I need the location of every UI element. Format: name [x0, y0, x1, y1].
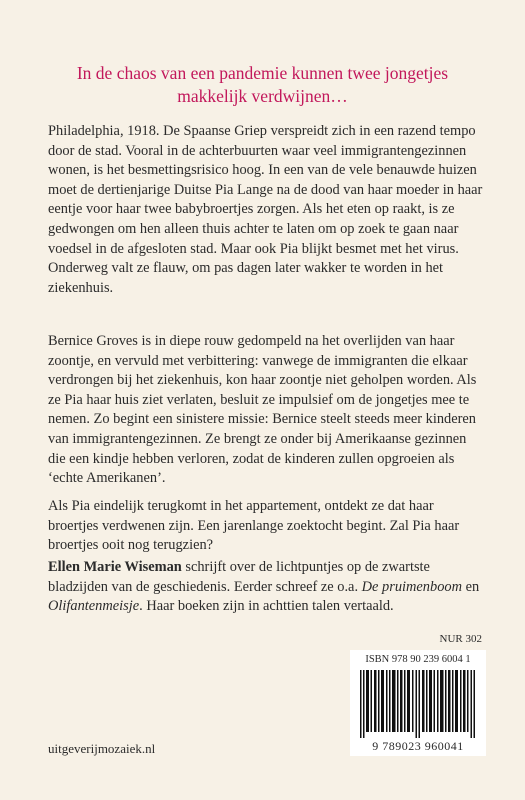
- paragraph-3: [48, 497, 483, 556]
- author-bio-part-1: schrijft over de lichtpuntjes op de zwartste bladzijden van de geschiedenis. Eerder schreef ze o.a.: [48, 559, 430, 595]
- paragraph-1-text: Philadelphia, 1918. De Spaanse Griep verspreidt zich in een razend tempo door de stad. Vooral in de achterbuurten waar veel immigrantengezinnen wonen, is het besmettingsrisico hoog. In een van de vele benauwde huizen moet de dertienjarige Duitse Pia Lange na de dood van haar moeder in haar eentje voor haar twee babybroertjes zorgen. Als het eten op raakt, is ze gedwongen om hen alleen thuis achter te laten om op zoek te gaan naar voedsel in de afgesloten stad. Maar ook Pia blijkt besmet met het virus. Onderweg valt ze flauw, om pas dagen later wakker te worden in het ziekenhuis.: [48, 123, 483, 296]
- tagline-line-1: In de chaos van een pandemie kunnen twee jongetjes: [76, 63, 449, 83]
- paragraph-2-text: Bernice Groves is in diepe rouw gedompeld na het overlijden van haar zoontje, en vervuld met verbittering: vanwege de immigranten die elkaar verdrongen bij het ziekenhuis, kon haar zoontje niet geholpen worden. Als ze Pia haar huis ziet verlaten, besluit ze impulsief om de jongetjes mee te nemen. Zo begint een sinistere missie: Bernice steelt steeds meer kinderen van immigrantengezinnen. Ze brengt ze onder bij Amerikaanse gezinnen die een kindje hebben verloren, zodat de kinderen zullen opgroeien als ‘echte Amerikanen’.: [48, 333, 477, 487]
- nur-code: NUR 302: [439, 633, 482, 645]
- author-name: Ellen Marie Wiseman: [48, 559, 182, 575]
- tagline-line-2: makkelijk verdwijnen…: [177, 86, 348, 106]
- paragraph-2: [48, 332, 483, 489]
- barcode-digits: 9 789023 960041: [372, 739, 464, 753]
- book-title-1: De pruimenboom: [361, 578, 462, 595]
- barcode-icon: [358, 670, 478, 738]
- barcode-box: [350, 650, 486, 756]
- book-title-2: Olifantenmeisje: [48, 598, 140, 615]
- paragraph-1: [48, 122, 483, 298]
- paragraph-3-text: Als Pia eindelijk terugkomt in het appartement, ontdekt ze dat haar broertjes verdwenen zijn. Een jarenlange zoektocht begint. Zal Pia haar broertjes ooit nog terugzien?: [48, 498, 460, 554]
- author-bio-part-2: en: [461, 578, 480, 595]
- author-bio-text: [48, 558, 483, 617]
- author-bio-part-3: . Haar boeken zijn in achttien talen vertaald.: [139, 598, 394, 615]
- tagline: [40, 62, 485, 108]
- author-bio: [48, 558, 483, 617]
- isbn-label: ISBN 978 90 239 6004 1: [365, 654, 471, 665]
- publisher-website[interactable]: uitgeverijmozaiek.nl: [48, 741, 156, 756]
